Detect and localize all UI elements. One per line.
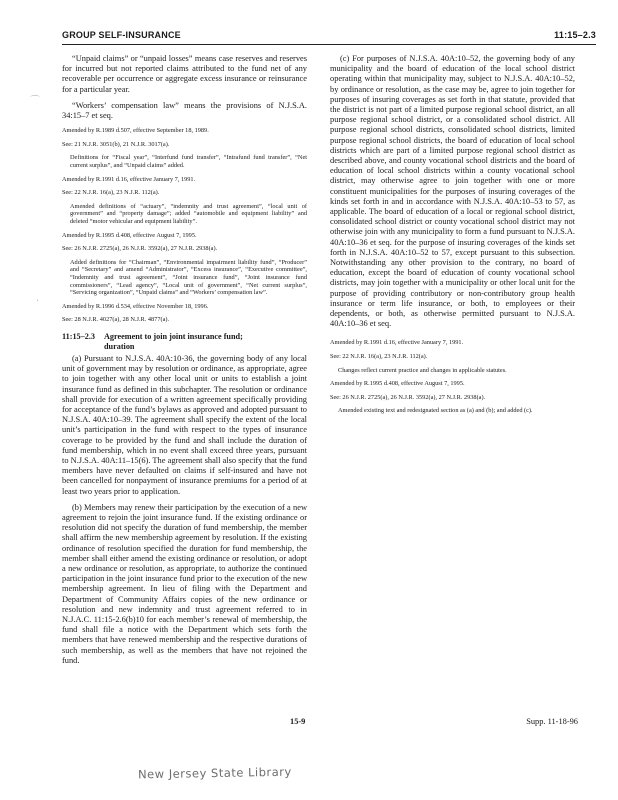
history-note: Amended existing text and redesignated section as (a) and (b); and added (c). [338, 407, 533, 415]
history-notes [330, 339, 575, 415]
running-header [62, 30, 596, 45]
header-chapter-title: GROUP SELF-INSURANCE [62, 30, 181, 40]
history-note: Amended definitions of “actuary”, “indemnity and trust agreement”, “local unit of government” and “property damage”; added “automobile and equipment liability” and deleted “motor vehicular and equipment liability”. [70, 202, 307, 225]
paragraph-c: (c) For purposes of N.J.S.A. 40A:10–52, the governing body of any municipality and the board of education of the local school district operating within that municipality may, subject to N.J.S.A. 40A:10–52, by ordinance or resolution, as the case may be, agree to join together for purposes of insuring coverages as set forth in that statute, provided that the district is not part of a limited purpose regional school district, an all purpose regional school district, or a consolidated school district. All purpose regional school districts, consolidated school districts, limited purpose regional school districts, the board of education of local school districts which are part of a limited purpose regional school district as described above, and county vocational school districts and the board of education of local school districts within a county vocational school district, may otherwise agree to join together with one or more constituent municipalities for the purposes of insuring coverages of the kinds set forth in and in accordance with N.J.S.A. 40A:10–53 to 57, as applicable. The board of education of a local or regional school district, consolidated school district or county vocational school district may not otherwise join with any municipality to form a fund pursuant to N.J.S.A. 40A:10–36 et seq. for the purpose of insuring coverages of the kinds set forth in N.J.S.A. 40A:10–52 to 57, except pursuant to this subsection. Notwithstanding any other provision to the contrary, no board of education, except the board of education of county vocational school districts, may join together with a municipality or other local unit for the purpose of providing contributory or non-contributory group health insurance or term life insurance, or both, to employees or their dependents, or both, as otherwise permitted pursuant to N.J.S.A. 40A:10–36 et seq. [330, 54, 575, 329]
history-notes [62, 127, 307, 324]
definition-workers-compensation: “Workers’ compensation law” means the provisions of N.J.S.A. 34:15–7 et seq. [62, 100, 307, 121]
history-note: Amended by R.1991 d.16, effective January 7, 1991. [62, 175, 196, 183]
definition-unpaid-claims: “Unpaid claims” or “unpaid losses” means case reserves and reserves for incurred but not reported claims attributed to the fund net of any recoverable per occurrence or aggregate excess insurance or reinsurance for a particular year. [62, 54, 307, 94]
left-column [62, 54, 307, 672]
history-note: Definitions for “Fiscal year”, “Interfund fund transfer”, “Intrafund fund transfer”, “Net current surplus”, and “Unpaid claims” added. [70, 154, 307, 169]
history-note: See: 28 N.J.R. 4027(a), 28 N.J.R. 4877(a). [62, 316, 170, 324]
margin-mark: · [36, 296, 40, 307]
section-heading [62, 332, 307, 352]
header-section-number: 11:15–2.3 [554, 30, 596, 40]
history-note: Amended by R.1996 d.534, effective November 18, 1996. [62, 302, 209, 310]
margin-mark: ⌒ [30, 96, 40, 107]
paragraph-a: (a) Pursuant to N.J.S.A. 40A:10-36, the governing body of any local unit of government may by resolution or ordinance, as appropriate, agree to join together with any other local unit or units to establish a joint insurance fund as defined in this subchapter. The resolution or ordinance shall provide for execution of a written agreement specifically providing for acceptance of the fund’s bylaws as approved and adopted pursuant to N.J.S.A. 40A:10–39. The agreement shall specify the extent of the local unit’s participation in the fund with respect to the types of insurance coverage to be provided by the fund and shall include the duration of fund membership, which in no event shall exceed three years, pursuant to N.J.S.A. 40A:11–15(6). The agreement shall also specify that the fund members have never defaulted on claims if self-insured and have not been cancelled for nonpayment of insurance premiums for a period of at least two years prior to application. [62, 353, 307, 496]
history-note: Amended by R.1995 d.408, effective August 7, 1995. [62, 231, 197, 239]
section-number: 11:15–2.3 [62, 331, 95, 341]
section-title: Agreement to join joint insurance fund; [104, 331, 243, 341]
right-column [330, 54, 575, 421]
history-note: See: 26 N.J.R. 2725(a), 26 N.J.R. 3592(a), 27 N.J.R. 2938(a). [62, 245, 218, 253]
page-number: 15-9 [290, 717, 306, 726]
history-note: See: 22 N.J.R. 16(a), 23 N.J.R. 112(a). [62, 189, 160, 197]
supplement-date: Supp. 11-18-96 [526, 717, 578, 726]
history-note: See: 22 N.J.R. 16(a), 23 N.J.R. 112(a). [330, 353, 428, 361]
history-note: Amended by R.1991 d.16, effective January 7, 1991. [330, 339, 464, 347]
history-note: Added definitions for “Chairman”, “Environmental impairment liability fund”, “Producer” and “Secretary” and amend “Administrator”, “Excess insurance”, “Executive committee”, “Indemnity and trust agreement”, “Joint insurance fund”, “Joint insurance fund commissioners”, “Lead agency”, “Local unit of government”, “Net current surplus”, “Servicing organization”, “Unpaid claims” and “Workers’ compensation law”. [70, 258, 307, 297]
history-note: Amended by R.1995 d.408, effective August 7, 1995. [330, 380, 465, 388]
library-stamp: New Jersey State Library [137, 764, 292, 782]
section-title-continued: duration [104, 341, 135, 351]
paragraph-b: (b) Members may renew their participation by the execution of a new agreement to rejoin the joint insurance fund. If the existing ordinance or resolution did not specify the duration of fund membership, the member shall affirm the new membership agreement by resolution. If the existing ordinance of resolution specified the duration for fund membership, the member shall either amend the existing ordinance or resolution, or adopt a new ordinance or resolution, as appropriate, to authorize the continued participation in the joint insurance fund prior to the execution of the new membership agreement. In lieu of filing with the Department and Department of Community Affairs copies of the new ordinance or resolution and new indemnity and trust agreement referred to in N.J.A.C. 11:15-2.6(b)10 for each member’s renewal of membership, the fund shall file a notice with the Department which sets forth the members that have renewed membership and the respective durations of such membership, as well as the members that have not rejoined the fund. [62, 502, 307, 665]
history-note: Amended by R.1989 d.507, effective September 18, 1989. [62, 127, 209, 135]
history-note: Changes reflect current practice and changes in applicable statutes. [338, 366, 507, 374]
history-note: See: 21 N.J.R. 3051(b), 21 N.J.R. 3017(a). [62, 140, 170, 148]
history-note: See: 26 N.J.R. 2725(a), 26 N.J.R. 3592(a), 27 N.J.R. 2938(a). [330, 393, 486, 401]
